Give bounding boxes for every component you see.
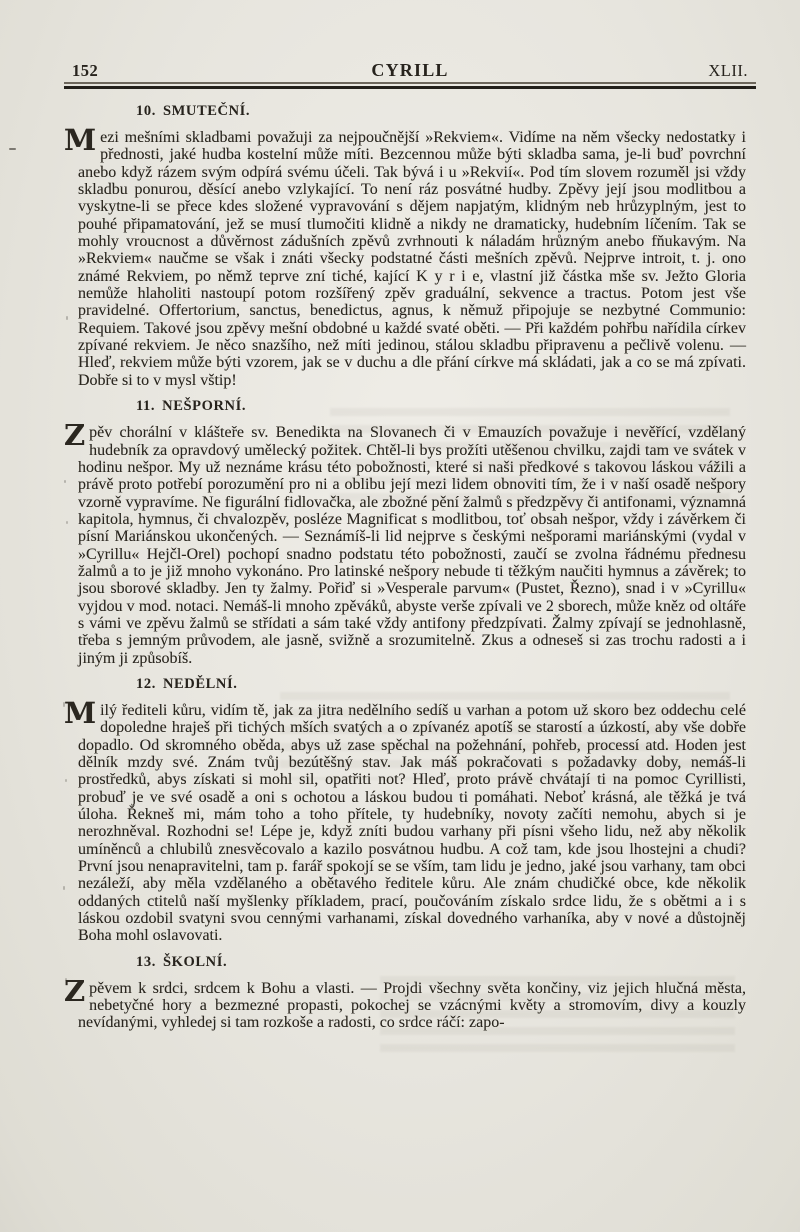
scan-speck — [66, 316, 68, 320]
page-number: 152 — [72, 61, 99, 80]
drop-cap-initial: Z — [64, 973, 86, 1008]
section-paragraph-nedelni — [64, 695, 746, 945]
scan-speck — [63, 886, 65, 890]
scan-speck — [66, 521, 68, 524]
section-heading-nesporni — [136, 398, 746, 415]
drop-cap-initial: M — [64, 123, 97, 157]
running-head — [72, 60, 748, 81]
section-number: 13. — [136, 953, 156, 970]
header-rule — [64, 82, 756, 89]
section-title: SMUTEČNÍ. — [162, 103, 251, 119]
section-number: 10. — [136, 103, 156, 119]
section-paragraph-skolni — [64, 973, 746, 1032]
header-rule-thick — [64, 86, 756, 89]
paragraph-text: ezi mešními skladbami považuji za nejpoučnější »Rekviem«. Vidíme na něm všecky nedostatky i přednosti, jaké hudba kostelní může míti. Bezcennou může býti skladba sama, je-li buď povrchní anebo když rázem svým odpírá svému účeli. Tak bývá i u »Rekvií«. Pod tím slovem rozuměl jsi vždy skladbu ponurou, děsící anebo vzlykající. To není ráz posvátné hudby. Zpěvy její jsou modlitbou a vyskytne-li se přece kdes složené vypravování s dějem napjatým, klidným neb hrůzyplným, jest to pouhé připamatování, jež se musí tlumočiti klidně a nikdy ne dramaticky, hudebním líčením. Tak se mohly vroucnost a důvěrnost zádušních zpěvů zvrhnouti k náladám hrůzným anebo fňukavým. Na »Rekviem« naučme se však i znáti všecky podstatné části mešních zpěvů. Nejprve introit, t. j. ono známé Rekviem, po němž teprve zní tiché, kající K y r i e, vlastní již částka mše sv. Ježto Gloria nemůže hlaholiti nastoupí potom rozšířený zpěv graduální, sekvence a tractus. Potom jest vše pravidelné. Offertorium, sanctus, benedictus, agnus, k němuž připojuje se nezbytné Communio: Requiem. Takové jsou zpěvy mešní obdobné u každé svaté oběti. — Při každém pohřbu nařídila církev zpívané rekviem. Je něco snazšího, než míti jedinou, stálou skladbu připravenu a pečlivě volenu. — Hleď, rekviem může býti vzorem, jak se v duchu a dle přání církve má skládati, jak a co se má zpívati. Dobře si to v mysl vštip! — [78, 129, 746, 389]
text-block — [64, 94, 746, 1039]
section-number: 11. — [136, 398, 156, 415]
section-heading-smutecni — [136, 103, 746, 120]
header-rule-thin — [64, 82, 756, 84]
section-title: NEDĚLNÍ. — [162, 675, 238, 692]
section-title: NEŠPORNÍ. — [162, 398, 247, 415]
paragraph-text: ilý řediteli kůru, vidím tě, jak za jitra nedělního sedíš u varhan a potom už skoro bez oddechu celé dopoledne hraješ při tichých mších svatých a o zpívanéz apotíš se starostí a úzkostí, aby vše dobře dopadlo. Od skromného oběda, abys už zase spěchal na požehnání, pohřeb, processí atd. Hoden jest dělník mzdy své. Znám tvůj bezútěšný stav. Jak máš pokračovati s požadavky doby, nemáš-li prostředků, abys získati si mohl sil, opatřiti not? Hleď, proto právě chvátají ti na pomoc Cyrillisti, probuď je ve své osadě a oni s ochotou a láskou budou ti pomáhati. Neboť krásná, ale těžká je tvá úloha. Řekneš mi, mám toho a toho přítele, ty hudebníky, novoty začíti nemohu, abych si je nerozhněval. Rozhodni se! Lépe je, když zníti budou varhany při písni všeho lidu, než aby několik umíněnců a chlubilů znesvěcovalo a kazilo posvátnou hudbu. A což tam, kde jsou lhostejni a chudi? První jsou nenapravitelni, tam p. farář spokojí se se vším, tam lidu je jedno, jaké jsou varhany, tam obci nezáleží, aby měla vzdělaného a obětavého ředitele kůru. Ale znám chudičké obce, kde několik oddaných ctitelů naší myšlenky příkladem, prací, poučováním získalo srdce lidu, že s obětmi a i s láskou ozdobil svatyni svou cennými varhanami, získal dovedného varhaníka, aby v nové a důstojněj Boha mohl oslavovati. — [78, 701, 746, 945]
section-heading-nedelni — [136, 676, 746, 693]
scan-speck — [64, 480, 66, 483]
section-heading-skolni — [136, 954, 746, 971]
drop-cap-initial: Z — [64, 418, 86, 453]
drop-cap-initial: M — [64, 695, 97, 730]
section-paragraph-smutecni — [64, 123, 746, 389]
scan-speck — [65, 779, 67, 782]
section-number: 12. — [136, 675, 156, 692]
volume-number: XLII. — [708, 61, 748, 80]
scan-speck — [9, 148, 16, 150]
section-paragraph-nesporni — [64, 418, 746, 667]
section-title: ŠKOLNÍ. — [162, 953, 228, 970]
paragraph-text: pěvem k srdci, srdcem k Bohu a vlasti. — Projdi všechny světa končiny, viz jejich hlučná města, nebetyčné hory a bezmezné propasti, pokochej se vzácnými květy a stromovím, divy a kouzly nevídanými, vyhledej si tam rozkoše a radosti, co srdce ráčí: zapo- — [78, 979, 746, 1032]
paragraph-text: pěv chorální v klášteře sv. Benedikta na Slovanech či v Emauzích považuje i nevěřící, vzdělaný hudebník za opravdový umělecký požitek. Chtěl-li bys prožíti utěšenou chvilku, zajdi tam ve svátek v hodinu nešpor. My už neznáme krásu této pobožnosti, které si naši předkové s takovou láskou vážili a právě proto potřebí porozumění pro ni a oblibu její mezi lidem obnoviti tím, že i v naší osadě nešpory vzorně vypravíme. Ne figurální fidlovačka, ale zbožné pění žalmů s předzpěvy či antifonami, významná kapitola, hymnus, či chvalozpěv, posléze Magnificat s modlitbou, toť obsah nešpor, vždy i závěrkem či písní Mariánskou ukončených. — Seznámíš-li lid nejprve s českými nešporami mariánskými (vydal v »Cyrillu« Hejčl-Orel) pochopí snadno podstatu této pobožnosti, zaučí se zvolna řádnému přednesu žalmů a to je již mnoho vykonáno. Pro latinské nešpory nebude ti těžkým naučiti hymnus a závěrek; to jsou sborové skladby. Jen ty žalmy. Pořiď si »Vesperale parvum« (Pustet, Řezno), snad i v »Cyrillu« vyjdou v mod. notaci. Nemáš-li mnoho zpěváků, abyste verše zpívali ve 2 sborech, může kněz od oltáře s vámi ve zpěvu žalmů se střídati a sám také vždy antifony předzpívati. Žalmy zpívají se jednohlasně, třeba s jemným průvodem, ale jasně, svižně a srozumitelně. Zkus a odneseš si zas trochu radosti a i jiným ji způsobíš. — [78, 424, 746, 667]
journal-title: CYRILL — [371, 60, 449, 80]
